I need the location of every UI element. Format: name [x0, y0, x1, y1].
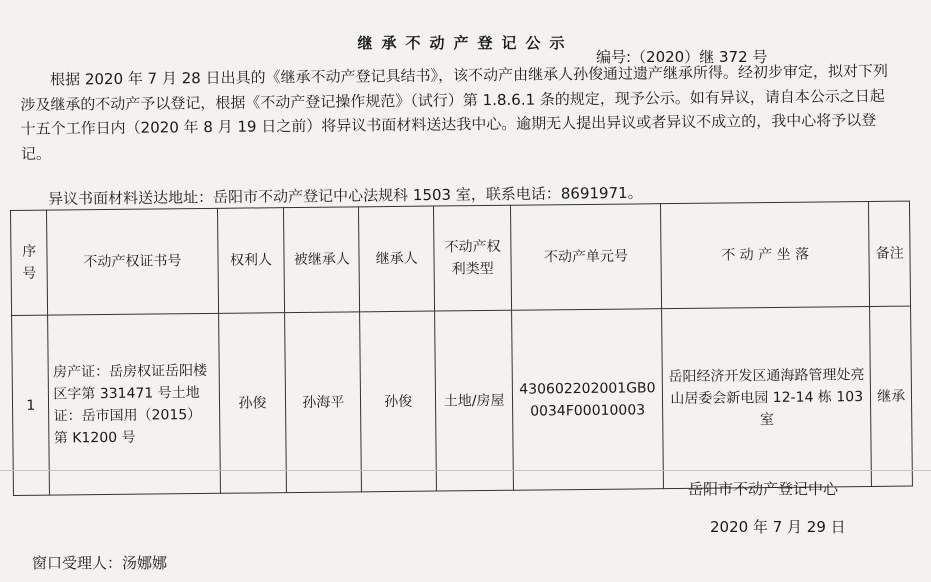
cell-unit-no: 430602202001GB00034F00010003: [512, 309, 664, 491]
paper-fold-line: [0, 470, 931, 471]
page-title: 继承不动产登记公示: [357, 34, 574, 52]
header-no: 序号: [11, 210, 49, 315]
cell-location: 岳阳经济开发区通海路管理处亮山居委会新电园 12-14 栋 103 室: [661, 306, 871, 488]
header-location: 不 动 产 坐 落: [660, 202, 870, 309]
registration-table: [10, 201, 913, 496]
signature-date: 2020 年 7 月 29 日: [710, 518, 846, 536]
cell-remark: 继承: [870, 306, 912, 486]
header-right-type: 不动产权利类型: [434, 205, 512, 311]
document-number: 编号:（2020）继 372 号: [596, 48, 768, 66]
header-heir: 继承人: [359, 206, 435, 312]
header-remark: 备注: [869, 201, 911, 306]
cell-cert: 房产证：岳房权证岳阳楼区字第 331471 号土地证：岳市国用（2015）第 K1200 号: [48, 313, 220, 495]
cell-decedent: 孙海平: [285, 312, 362, 493]
table-row: [12, 306, 913, 495]
cell-owner: 孙俊: [218, 313, 287, 494]
window-receiver: 窗口受理人：汤娜娜: [32, 554, 168, 572]
signature-org: 岳阳市不动产登记中心: [688, 480, 839, 498]
objection-address: 异议书面材料送达地址：岳阳市不动产登记中心法规科 1503 室，联系电话：8691971。: [48, 183, 643, 208]
header-decedent: 被继承人: [284, 207, 360, 313]
cell-heir: 孙俊: [360, 311, 437, 492]
header-unit-no: 不动产单元号: [511, 204, 662, 311]
header-cert: 不动产权证书号: [47, 208, 218, 315]
announcement-body: 根据 2020 年 7 月 28 日出具的《继承不动产登记具结书》，该不动产由继承人孙俊通过遗产继承所得。经初步审定，拟对下列涉及继承的不动产予以登记，根据《不动产登记操作规范》（试行）第 1.8.6.1 条的规定，现予公示。如有异议，请自本公示之日起十五个工作日内（2020 年 8 月 19 日之前）将异议书面材料送达我中心。逾期无人提出异议或者异议不成立的，我中心将予以登记。: [20, 61, 889, 163]
table-header-row: [11, 201, 911, 315]
cell-right-type: 土地/房屋: [435, 310, 514, 491]
cell-no: 1: [12, 315, 50, 495]
header-owner: 权利人: [217, 208, 285, 314]
